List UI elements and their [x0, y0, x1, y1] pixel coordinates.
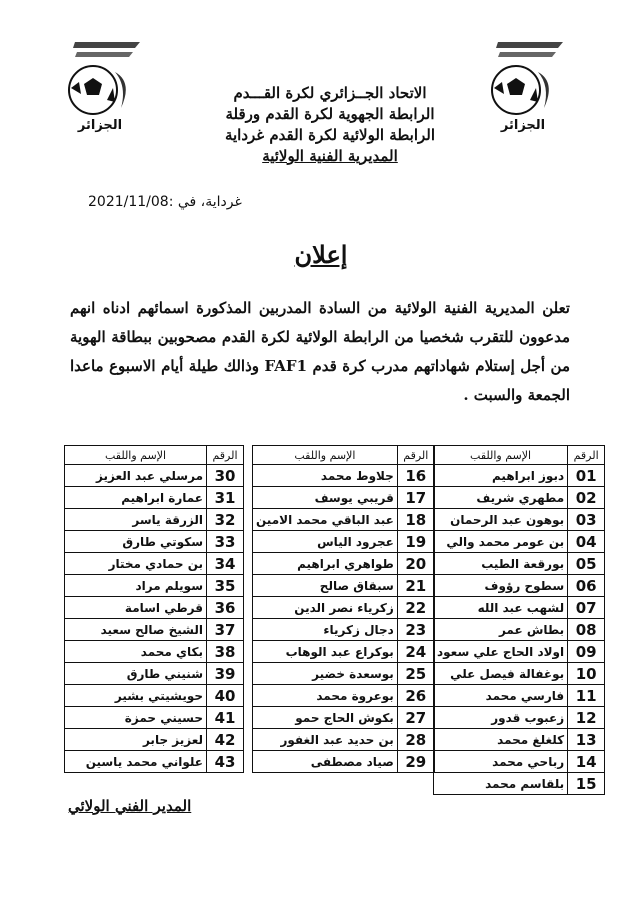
- table-row: [434, 751, 605, 773]
- row-number: 07: [568, 597, 605, 619]
- row-number: 41: [207, 707, 244, 729]
- trainee-name: سكوتي طارق: [65, 531, 207, 553]
- table-row: [65, 465, 244, 487]
- row-number: 25: [397, 663, 434, 685]
- row-number: 38: [207, 641, 244, 663]
- trainee-name: كلغلغ محمد: [434, 729, 568, 751]
- table-row: [434, 575, 605, 597]
- table-row: [65, 619, 244, 641]
- column-header-number: الرقم: [207, 446, 244, 465]
- table-row: [253, 751, 435, 773]
- row-number: 43: [207, 751, 244, 773]
- row-number: 09: [568, 641, 605, 663]
- trainee-name: قريبي يوسف: [253, 487, 398, 509]
- header-line-regional-league: الرابطة الجهوية لكرة القدم ورقلة: [225, 105, 435, 123]
- document-date: غرداية، في :2021/11/08: [88, 194, 242, 210]
- table-row: [65, 685, 244, 707]
- table-row: [434, 553, 605, 575]
- row-number: 20: [397, 553, 434, 575]
- row-number: 34: [207, 553, 244, 575]
- row-number: 37: [207, 619, 244, 641]
- trainee-name: بوعروة محمد: [253, 685, 398, 707]
- table-row: [434, 707, 605, 729]
- table-row: [65, 751, 244, 773]
- letterhead: [180, 83, 480, 167]
- table-row: [65, 641, 244, 663]
- trainee-name: زعبوب قدور: [434, 707, 568, 729]
- row-number: 02: [568, 487, 605, 509]
- signature-title: المدير الفني الولائي: [68, 797, 192, 815]
- trainee-name: بوغفالة فيصل علي: [434, 663, 568, 685]
- trainees-table-1: [433, 445, 605, 795]
- row-number: 26: [397, 685, 434, 707]
- trainees-table-3: [64, 445, 244, 773]
- trainee-name: بوهون عبد الرحمان: [434, 509, 568, 531]
- table-row: [434, 597, 605, 619]
- table-row: [434, 531, 605, 553]
- trainee-name: الشيخ صالح سعيد: [65, 619, 207, 641]
- header-line-federation: الاتحاد الجــزائري لكرة القـــدم: [233, 84, 427, 102]
- trainee-name: مطهري شريف: [434, 487, 568, 509]
- row-number: 16: [397, 465, 434, 487]
- trainee-name: دجال زكرياء: [253, 619, 398, 641]
- announcement-body: تعلن المديرية الفنية الولائية من السادة المدربين المذكورة اسمائهم ادناه انهم مدعوون للتقرب شخصيا من الرابطة الولائية لكرة القدم مصحوبين ببطاقة الهوية من أجل إستلام شهاداتهم مدرب كرة قدم FAF1 وذالك طيلة أيام الاسبوع ماعدا الجمعة والسبت .: [70, 299, 570, 404]
- trainee-name: علواني محمد ياسين: [65, 751, 207, 773]
- row-number: 31: [207, 487, 244, 509]
- trainee-name: سبقاق صالح: [253, 575, 398, 597]
- table-row: [253, 487, 435, 509]
- table-row: [434, 685, 605, 707]
- table-row: [65, 509, 244, 531]
- trainee-name: الزرقة ياسر: [65, 509, 207, 531]
- trainee-name: جلاوط محمد: [253, 465, 398, 487]
- trainee-name: زكرياء نصر الدين: [253, 597, 398, 619]
- trainee-name: حسيني حمزة: [65, 707, 207, 729]
- row-number: 17: [397, 487, 434, 509]
- trainee-name: شنيني طارق: [65, 663, 207, 685]
- row-number: 18: [397, 509, 434, 531]
- trainee-name: بن عومر محمد والي: [434, 531, 568, 553]
- trainee-name: مرسلي عبد العزيز: [65, 465, 207, 487]
- table-row: [253, 619, 435, 641]
- trainee-name: صياد مصطفى: [253, 751, 398, 773]
- row-number: 03: [568, 509, 605, 531]
- table-row: [65, 575, 244, 597]
- row-number: 33: [207, 531, 244, 553]
- row-number: 11: [568, 685, 605, 707]
- column-header-name: الإسم واللقب: [253, 446, 398, 465]
- table-row: [65, 597, 244, 619]
- table-row: [65, 707, 244, 729]
- row-number: 24: [397, 641, 434, 663]
- row-number: 36: [207, 597, 244, 619]
- column-header-number: الرقم: [568, 446, 605, 465]
- table-row: [434, 619, 605, 641]
- row-number: 13: [568, 729, 605, 751]
- trainee-name: اولاد الحاج علي سعود: [434, 641, 568, 663]
- row-number: 06: [568, 575, 605, 597]
- federation-logo-right: [478, 22, 568, 137]
- trainee-name: سطوح رؤوف: [434, 575, 568, 597]
- trainee-name: سويلم مراد: [65, 575, 207, 597]
- row-number: 22: [397, 597, 434, 619]
- table-row: [253, 531, 435, 553]
- row-number: 39: [207, 663, 244, 685]
- table-row: [434, 465, 605, 487]
- trainee-name: لعزيز جابر: [65, 729, 207, 751]
- table-row: [434, 509, 605, 531]
- table-row: [434, 773, 605, 795]
- row-number: 14: [568, 751, 605, 773]
- svg-text:الجزائر: الجزائر: [77, 118, 123, 133]
- row-number: 23: [397, 619, 434, 641]
- table-row: [65, 553, 244, 575]
- column-header-name: الإسم واللقب: [434, 446, 568, 465]
- table-row: [434, 641, 605, 663]
- table-row: [65, 663, 244, 685]
- row-number: 05: [568, 553, 605, 575]
- trainee-name: بوكراع عبد الوهاب: [253, 641, 398, 663]
- table-row: [253, 509, 435, 531]
- trainee-name: حويشيتي بشير: [65, 685, 207, 707]
- trainee-name: بن حديد عبد الغفور: [253, 729, 398, 751]
- row-number: 08: [568, 619, 605, 641]
- trainee-name: قرطي اسامة: [65, 597, 207, 619]
- row-number: 01: [568, 465, 605, 487]
- trainee-name: بلقاسم محمد: [434, 773, 568, 795]
- row-number: 40: [207, 685, 244, 707]
- row-number: 32: [207, 509, 244, 531]
- row-number: 35: [207, 575, 244, 597]
- column-header-name: الإسم واللقب: [65, 446, 207, 465]
- row-number: 28: [397, 729, 434, 751]
- row-number: 10: [568, 663, 605, 685]
- table-row: [434, 487, 605, 509]
- trainee-name: عمارة ابراهيم: [65, 487, 207, 509]
- table-row: [65, 487, 244, 509]
- table-row: [253, 553, 435, 575]
- header-line-wilaya-league: الرابطة الولائية لكرة القدم غرداية: [224, 126, 436, 144]
- trainee-name: دبوز ابراهيم: [434, 465, 568, 487]
- svg-text:الجزائر: الجزائر: [500, 118, 546, 133]
- row-number: 29: [397, 751, 434, 773]
- trainee-name: بطاش عمر: [434, 619, 568, 641]
- row-number: 27: [397, 707, 434, 729]
- trainee-name: بوسعدة خضير: [253, 663, 398, 685]
- table-row: [434, 729, 605, 751]
- table-row: [65, 729, 244, 751]
- trainee-name: بن حمادي مختار: [65, 553, 207, 575]
- row-number: 12: [568, 707, 605, 729]
- table-row: [253, 729, 435, 751]
- table-row: [253, 663, 435, 685]
- table-row: [253, 641, 435, 663]
- row-number: 04: [568, 531, 605, 553]
- trainee-name: عجرود الياس: [253, 531, 398, 553]
- row-number: 42: [207, 729, 244, 751]
- trainee-name: لشهب عبد الله: [434, 597, 568, 619]
- page-title: إعلان: [294, 240, 348, 269]
- table-row: [65, 531, 244, 553]
- table-row: [253, 575, 435, 597]
- row-number: 30: [207, 465, 244, 487]
- trainees-table-2: [252, 445, 435, 773]
- trainee-name: عبد الباقي محمد الامين: [253, 509, 398, 531]
- trainee-name: بكوش الحاج حمو: [253, 707, 398, 729]
- trainee-name: رباحي محمد: [434, 751, 568, 773]
- column-header-number: الرقم: [397, 446, 434, 465]
- table-row: [253, 707, 435, 729]
- trainee-name: طواهري ابراهيم: [253, 553, 398, 575]
- row-number: 15: [568, 773, 605, 795]
- row-number: 21: [397, 575, 434, 597]
- federation-logo-left: [55, 22, 145, 137]
- table-row: [253, 597, 435, 619]
- trainee-name: بكاي محمد: [65, 641, 207, 663]
- trainee-name: بورقعة الطيب: [434, 553, 568, 575]
- table-row: [253, 465, 435, 487]
- row-number: 19: [397, 531, 434, 553]
- trainee-name: فارسي محمد: [434, 685, 568, 707]
- table-row: [434, 663, 605, 685]
- header-line-directorate: المديرية الفنية الولائية: [262, 147, 398, 165]
- table-row: [253, 685, 435, 707]
